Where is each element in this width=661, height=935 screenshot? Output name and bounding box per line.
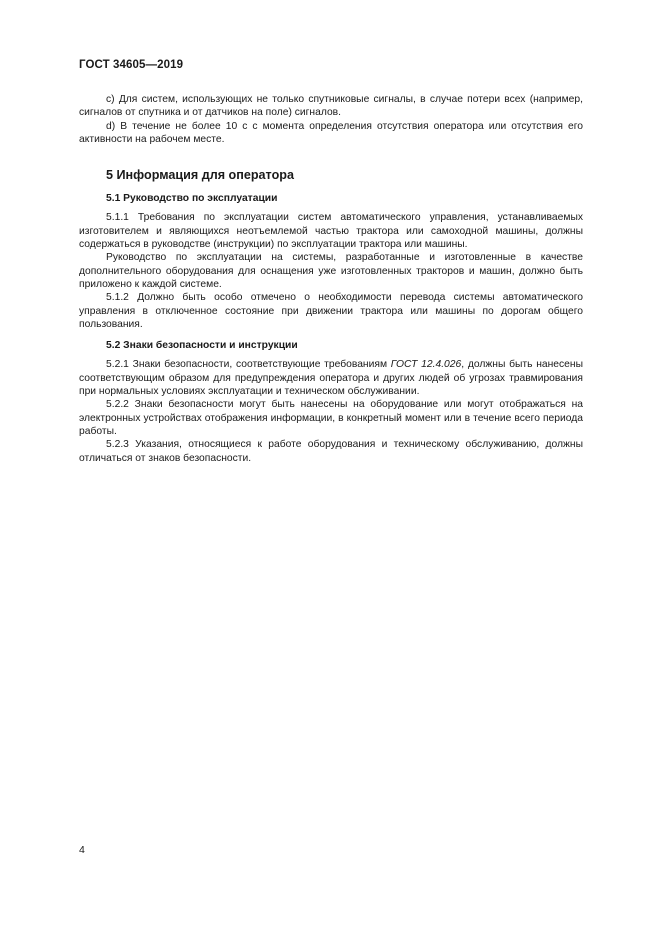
document-body — [79, 93, 583, 465]
document-header: ГОСТ 34605—2019 — [79, 59, 184, 71]
page-number: 4 — [79, 844, 85, 856]
paragraph-5-2-1 — [79, 358, 583, 398]
subsection-heading-5-2: 5.2 Знаки безопасности и инструкции — [106, 340, 298, 352]
paragraph-5-2-3: 5.2.3 Указания, относящиеся к работе оборудования и техническому обслуживанию, должны отличаться от знаков безопасности. — [79, 439, 583, 464]
subsection-heading-5-1: 5.1 Руководство по эксплуатации — [106, 193, 278, 205]
paragraph-5-2-2: 5.2.2 Знаки безопасности могут быть нанесены на оборудование или могут отображаться на электронных устройствах отображения информации, в конкретный момент или в течение всего периода работы. — [79, 399, 583, 437]
list-item-c: c) Для систем, использующих не только спутниковые сигналы, в случае потери всех (например, сигналов от спутника и от датчиков на поле) сигналов. — [79, 94, 583, 119]
paragraph-5-1-2: 5.1.2 Должно быть особо отмечено о необходимости перевода системы автоматического управления в отключенное состояние при движении трактора или машины по дорогам общего пользования. — [79, 292, 583, 330]
section-heading: 5 Информация для оператора — [106, 168, 294, 183]
paragraph-5-1-1: 5.1.1 Требования по эксплуатации систем автоматического управления, устанавливаемых изготовителем и являющихся неотъемлемой частью трактора или самоходной машины, должны содержаться в руководстве (инструкции) по эксплуатации трактора или машины. — [79, 212, 583, 251]
paragraph-5-1-1-cont: Руководство по эксплуатации на системы, разработанные и изготовленные в качестве дополнительного оборудования для оснащения уже изготовленных тракторов и машин, должно быть приложено к каждой системе. — [79, 252, 583, 290]
list-item-d: d) В течение не более 10 с с момента определения отсутствия оператора или отсутствия его активности на рабочем месте. — [79, 120, 583, 145]
standard-reference-link: ГОСТ 12.4.026 — [390, 359, 462, 371]
paragraph-5-2-1-text-a: 5.2.1 Знаки безопасности, соответствующие требованиям — [106, 359, 391, 371]
paragraph-5-2-1-text-b: , должны быть нанесены соответствующим образом для предупреждения оператора и других людей об угрозах травмирования при нормальных условиях эксплуатации и техническом обслуживании. — [79, 359, 583, 398]
